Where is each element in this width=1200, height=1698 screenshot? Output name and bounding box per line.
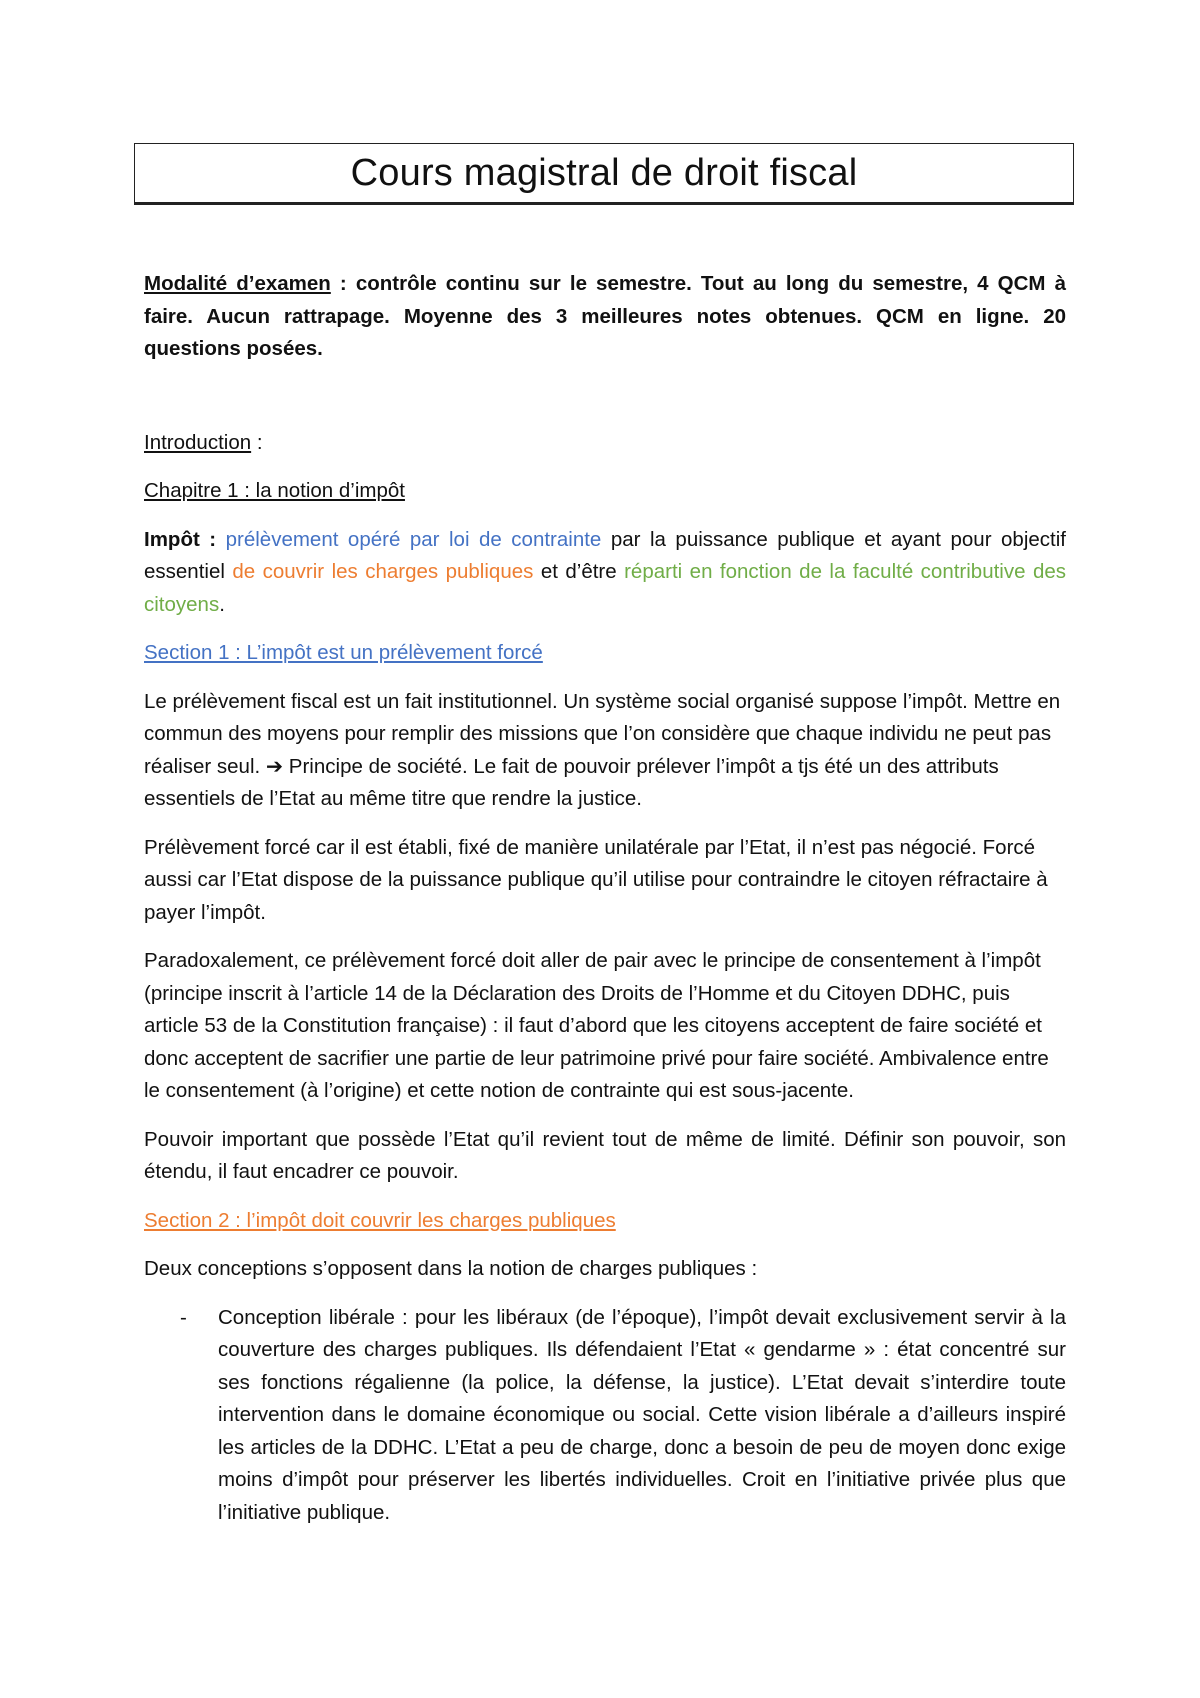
definition-part-2: par la puissance publique et ayant pour objectif essentiel [144,527,1066,583]
document-body [144,268,1066,1529]
introduction-suffix: : [251,430,263,454]
arrow-icon: ➔ [265,754,284,778]
list-item [144,1302,1066,1530]
section-1-paragraph-1 [144,686,1066,816]
section-2-intro: Deux conceptions s’opposent dans la notion de charges publiques : [144,1257,758,1280]
list-item-text: Conception libérale : pour les libéraux (de l’époque), l’impôt devait exclusivement servir à la couverture des charges publiques. Ils défendaient l’Etat « gendarme » : état concentré sur ses fonctions régalienne (la police, la défense, la justice). L’Etat devait s’interdire toute intervention dans le domaine économique ou social. Cette vision libérale a d’ailleurs inspiré les articles de la DDHC. L’Etat a peu de charge, donc a besoin de peu de moyen donc exige moins d’impôt pour préserver les libertés individuelles. Croit en l’initiative privée plus que l’initiative publique. [218,1305,1066,1524]
section-1-paragraph-3: Paradoxalement, ce prélèvement forcé doit aller de pair avec le principe de consentement à l’impôt (principe inscrit à l’article 14 de la Déclaration des Droits de l’Homme et du Citoyen DDHC, puis article 53 de la Constitution française) : il faut d’abord que les citoyens acceptent de faire société et donc acceptent de sacrifier une partie de leur patrimoine privé pour faire société. Ambivalence entre le consentement (à l’origine) et cette notion de contrainte qui est sous-jacente. [144,949,1049,1102]
introduction-label: Introduction [144,430,252,454]
section-1-paragraph-4: Pouvoir important que possède l’Etat qu’il revient tout de même de limité. Définir son pouvoir, son étendu, il faut encadrer ce pouvoir. [144,1127,1066,1183]
section-2-heading: Section 2 : l’impôt doit couvrir les charges publiques [144,1208,616,1232]
section-1-paragraph-2: Prélèvement forcé car il est établi, fixé de manière unilatérale par l’Etat, il n’est pas négocié. Forcé aussi car l’Etat dispose de la puissance publique qu’il utilise pour contraindre le citoyen réfractaire à payer l’impôt. [144,835,1048,924]
introduction-heading [144,427,1066,460]
exam-paragraph [144,268,1066,366]
page-title: Cours magistral de droit fiscal [350,151,858,194]
definition-paragraph [144,524,1066,622]
conceptions-list [144,1302,1066,1530]
definition-part-orange: de couvrir les charges publiques [232,560,534,583]
exam-label: Modalité d’examen [144,272,331,295]
definition-part-blue: prélèvement opéré par loi de contrainte [225,527,602,551]
exam-text: : contrôle continu sur le semestre. Tout au long du semestre, 4 QCM à faire. Aucun rattrapage. Moyenne des 3 meilleures notes obtenues. QCM en ligne. 20 questions posées. [144,272,1066,360]
definition-label: Impôt : [144,527,217,551]
section-1-text-b: Principe de société. Le fait de pouvoir prélever l’impôt a tjs été un des attributs essentiels de l’Etat au même titre que rendre la justice. [144,754,999,810]
chapter-heading: Chapitre 1 : la notion d’impôt [144,479,405,502]
title-box [134,143,1074,203]
definition-part-4: et d’être [533,560,625,583]
section-1-heading: Section 1 : L’impôt est un prélèvement forcé [144,641,543,664]
definition-part-green: réparti en fonction de la faculté contributive des citoyens [144,560,1067,616]
definition-part-6: . [219,592,225,616]
section-1-text-a: Le prélèvement fiscal est un fait institutionnel. Un système social organisé suppose l’impôt. Mettre en commun des moyens pour remplir des missions que l’on considère que chaque individu ne peut pas réaliser seul. [144,689,1061,778]
bullet-dash: - [180,1305,187,1329]
